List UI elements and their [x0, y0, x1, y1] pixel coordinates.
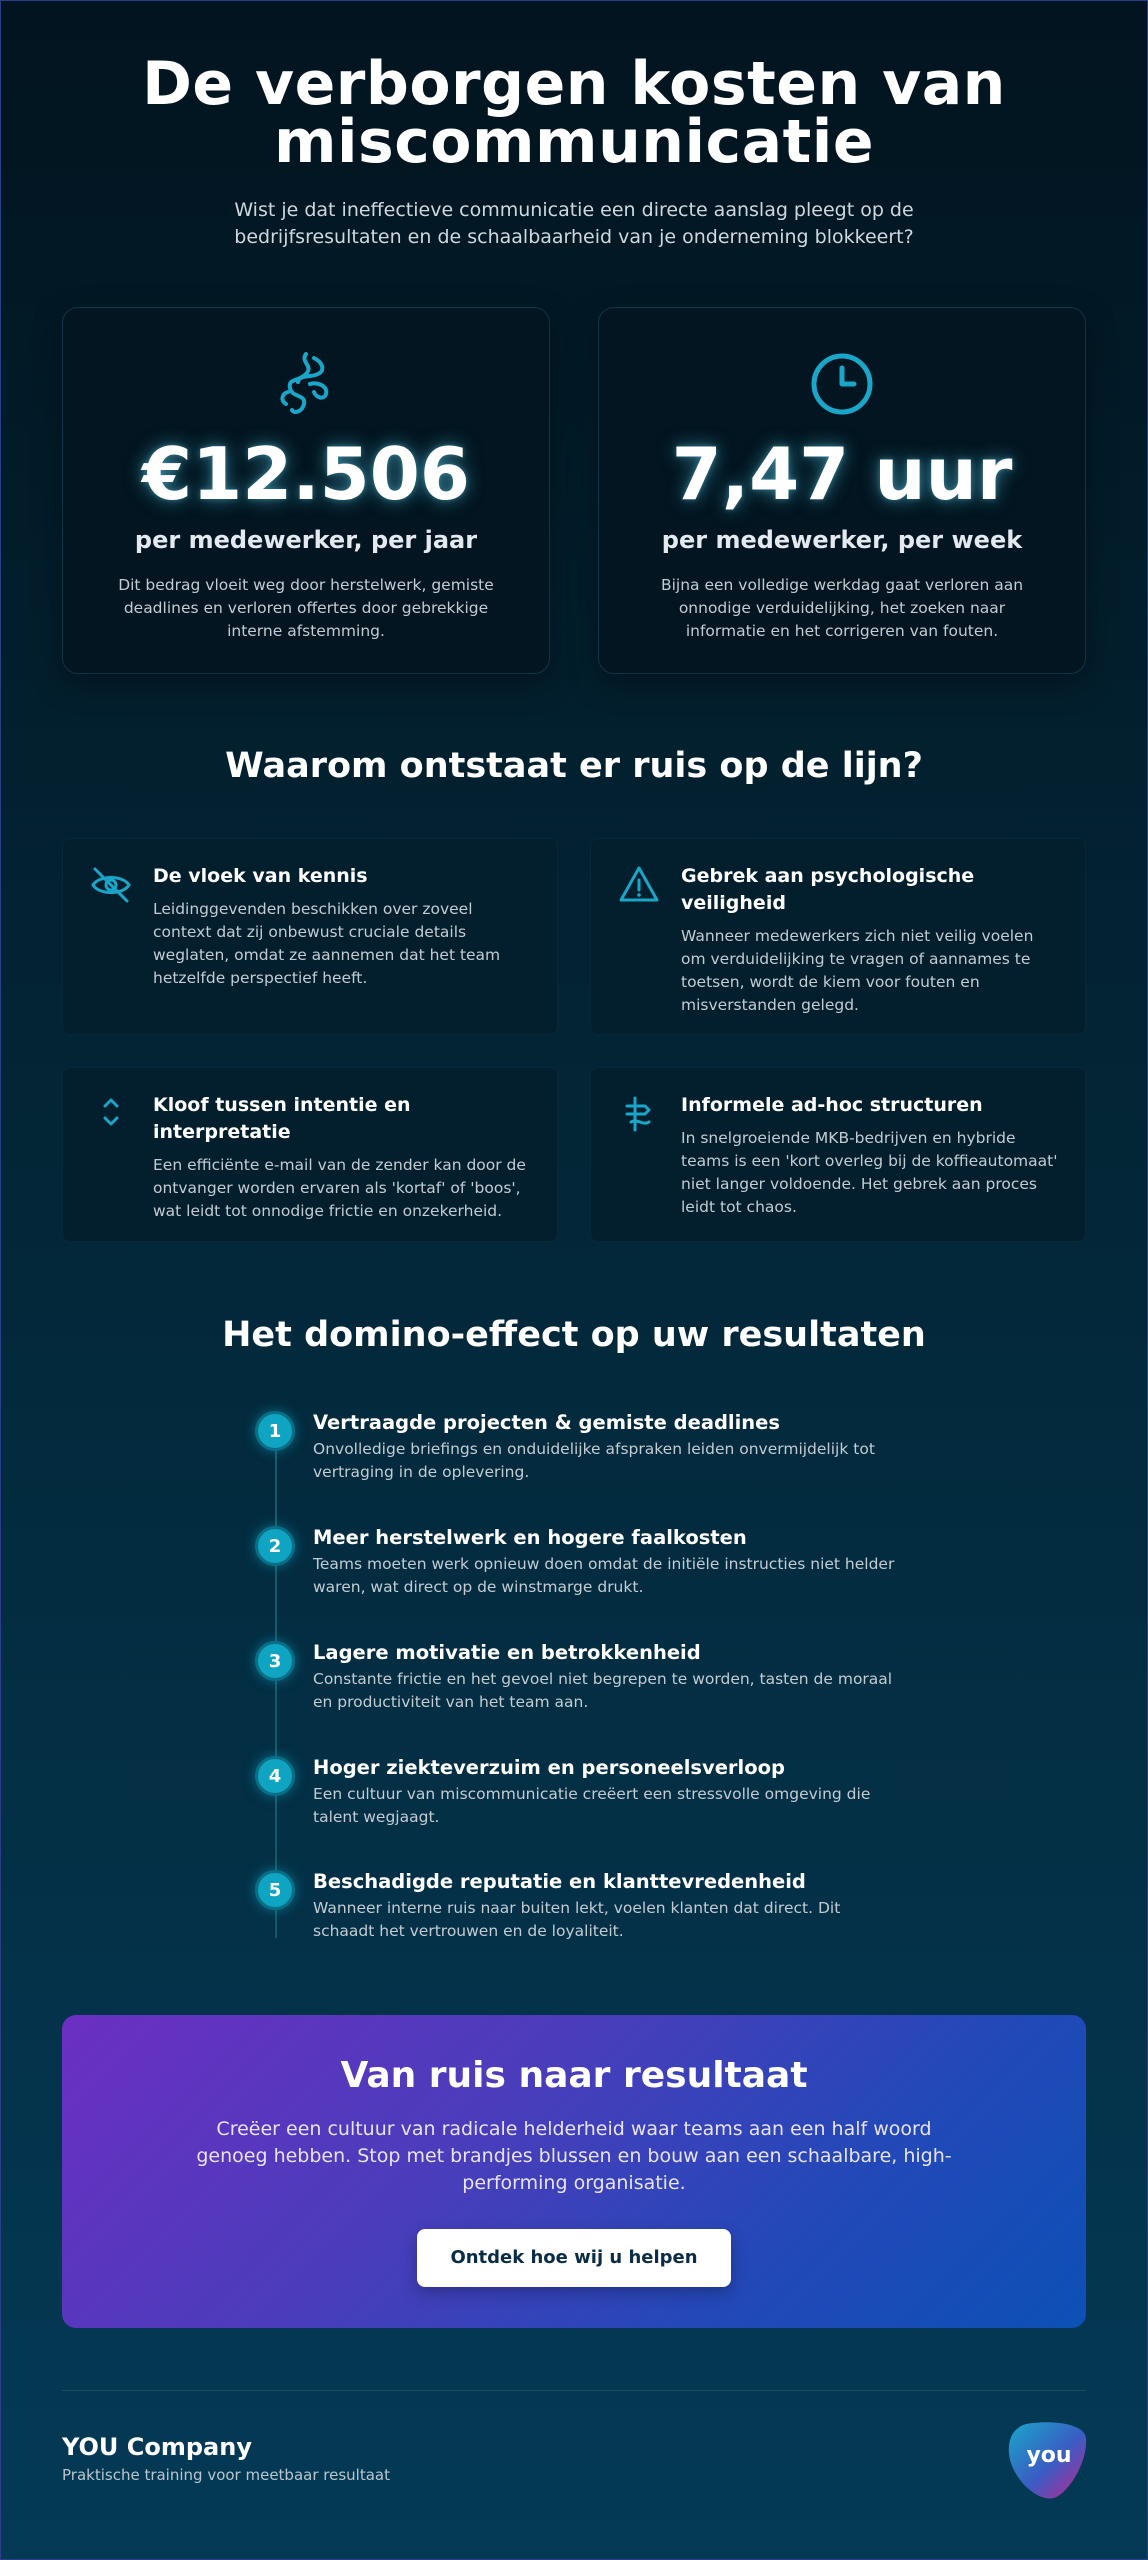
timeline-step [255, 1870, 895, 1943]
company-name: YOU Company [62, 2433, 252, 2461]
cause-text: Een efficiënte e-mail van de zender kan door de ontvanger worden ervaren als 'kortaf' of 'boos', wat leidt tot onnodige frictie en onzekerheid. [153, 1156, 526, 1220]
step-number: 5 [255, 1870, 295, 1910]
step-title: Meer herstelwerk en hogere faalkosten [313, 1526, 747, 1549]
domino-title: Het domino-effect op uw resultaten [222, 1315, 926, 1355]
cause-card [590, 1067, 1086, 1242]
hero-subtitle: Wist je dat ineffectieve communicatie een directe aanslag pleegt op de bedrijfsresultaten en de schaalbaarheid van je onderneming blokkeert? [234, 199, 914, 248]
cause-card [62, 838, 558, 1035]
eye-slash-icon [89, 863, 133, 907]
step-text: Een cultuur van miscommunicatie creëert een stressvolle omgeving die talent wegjaagt. [313, 1785, 871, 1826]
tangled-thread-icon [270, 348, 342, 420]
cause-card [590, 838, 1086, 1035]
cause-title: Informele ad-hoc structuren [681, 1094, 983, 1116]
company-tagline: Praktische training voor meetbaar resultaat [62, 2466, 390, 2484]
cta-title: Van ruis naar resultaat [340, 2055, 808, 2096]
timeline-step [255, 1526, 895, 1599]
step-number: 3 [255, 1641, 295, 1681]
hero [0, 49, 1148, 251]
step-text: Wanneer interne ruis naar buiten lekt, voelen klanten dat direct. Dit schaadt het vertrouwen en de loyaliteit. [313, 1899, 841, 1940]
chevrons-icon [89, 1092, 133, 1136]
cause-title: Gebrek aan psychologische veiligheid [681, 865, 975, 914]
timeline-step [255, 1756, 895, 1829]
stat-value: 7,47 uur [671, 432, 1013, 516]
step-title: Lagere motivatie en betrokkenheid [313, 1641, 701, 1664]
cta-banner [62, 2015, 1086, 2328]
stat-value: €12.506 [142, 432, 470, 516]
stat-card-cost [62, 307, 550, 674]
step-number: 1 [255, 1411, 295, 1451]
causes-title: Waarom ontstaat er ruis op de lijn? [225, 746, 923, 786]
cause-text: In snelgroeiende MKB-bedrijven en hybride teams is een 'kort overleg bij de koffieautomaat' niet langer voldoende. Het gebrek aan proces leidt tot chaos. [681, 1129, 1058, 1216]
step-title: Vertraagde projecten & gemiste deadlines [313, 1411, 781, 1434]
step-number: 2 [255, 1526, 295, 1566]
cause-card [62, 1067, 558, 1242]
page-title: De verborgen kosten van miscommunicatie [142, 49, 1006, 177]
step-title: Beschadigde reputatie en klanttevredenheid [313, 1870, 806, 1893]
step-title: Hoger ziekteverzuim en personeelsverloop [313, 1756, 785, 1779]
stat-unit: per medewerker, per week [661, 526, 1023, 554]
signpost-icon [617, 1092, 661, 1136]
timeline-step [255, 1641, 895, 1714]
stat-description: Dit bedrag vloeit weg door herstelwerk, gemiste deadlines en verloren offertes door gebrekkige interne afstemming. [118, 576, 494, 640]
you-logo-icon [1008, 2420, 1088, 2500]
footer-divider [62, 2390, 1086, 2391]
step-number: 4 [255, 1756, 295, 1796]
timeline-step [255, 1411, 895, 1484]
warning-triangle-icon [617, 863, 661, 907]
logo-text: you [1026, 2443, 1072, 2468]
step-text: Constante frictie en het gevoel niet begrepen te worden, tasten de moraal en productiviteit van het team aan. [313, 1670, 893, 1711]
cause-text: Wanneer medewerkers zich niet veilig voelen om verduidelijking te vragen of aannames te toetsen, wordt de kiem voor fouten en misverstanden gelegd. [681, 927, 1034, 1014]
cta-button[interactable]: Ontdek hoe wij u helpen [417, 2229, 731, 2287]
clock-icon [806, 348, 878, 420]
cta-text: Creëer een cultuur van radicale helderheid waar teams aan een half woord genoeg hebben. Stop met brandjes blussen en bouw aan een schaalbare, high-performing organisatie. [196, 2118, 952, 2194]
step-text: Onvolledige briefings en onduidelijke afspraken leiden onvermijdelijk tot vertraging in de oplevering. [313, 1440, 875, 1481]
stat-description: Bijna een volledige werkdag gaat verloren aan onnodige verduidelijking, het zoeken naar informatie en het corrigeren van fouten. [660, 576, 1024, 640]
step-text: Teams moeten werk opnieuw doen omdat de initiële instructies niet helder waren, wat direct op de winstmarge drukt. [313, 1555, 895, 1596]
cause-text: Leidinggevenden beschikken over zoveel context dat zij onbewust cruciale details weglaten, omdat ze aannemen dat het team hetzelfde perspectief heeft. [153, 900, 501, 987]
cause-title: Kloof tussen intentie en interpretatie [153, 1094, 411, 1143]
stat-card-time [598, 307, 1086, 674]
cause-title: De vloek van kennis [153, 865, 368, 887]
stat-unit: per medewerker, per jaar [134, 526, 478, 554]
